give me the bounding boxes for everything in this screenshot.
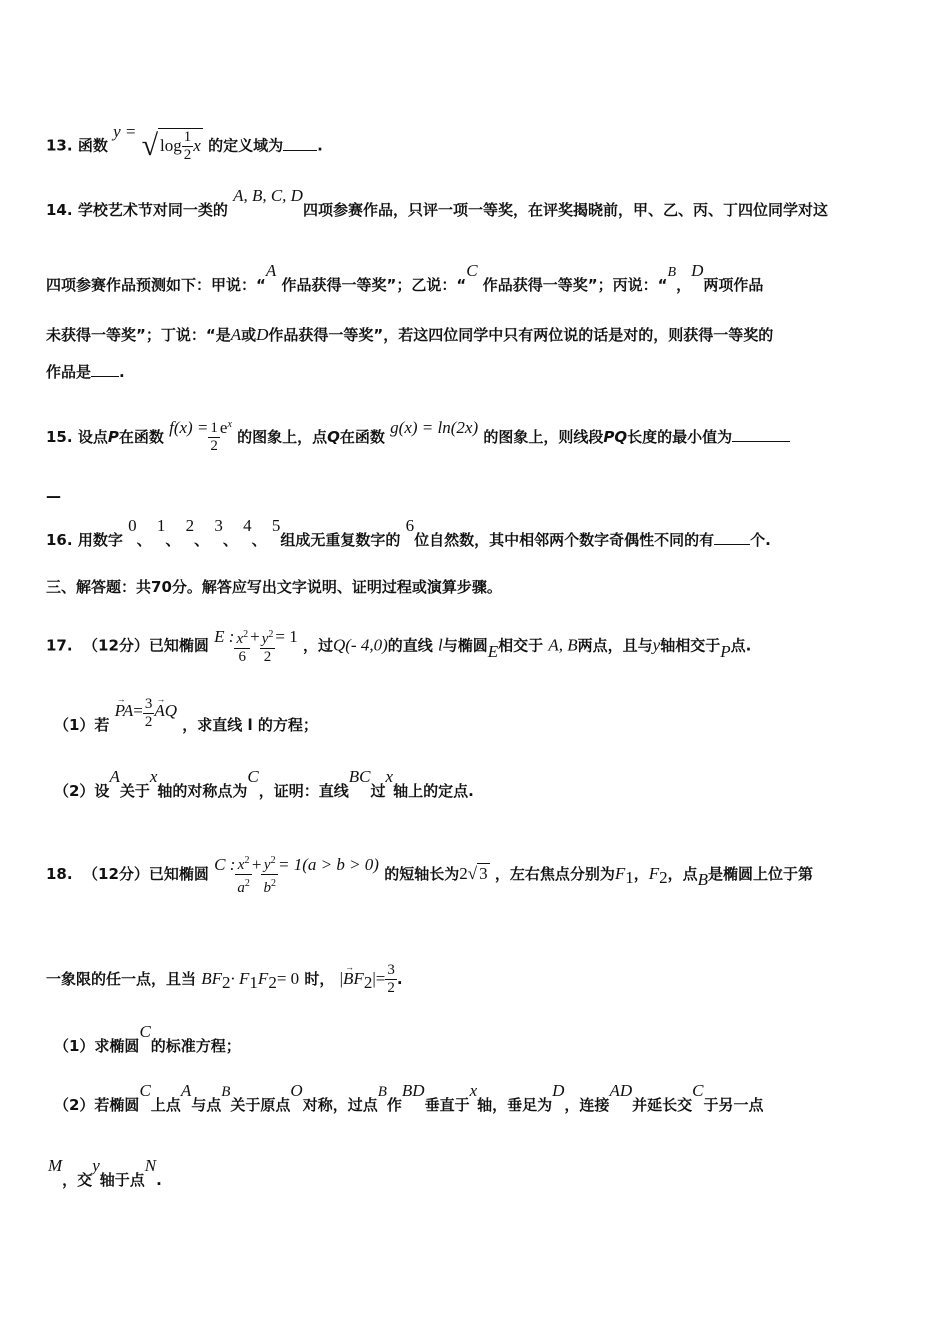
q18-part1: （1）求椭圆C的标准方程； [54, 1022, 241, 1055]
q18-part2-line2: M，交y轴于点N. [48, 1156, 162, 1189]
q18-line2: 一象限的任一点，且当 $BF_2\cdot F_1F_2= 0$ 时， |→ $BF_2|=$ $\frac{3}{2}$ . [46, 962, 403, 997]
q17-line1: 17. （12分）已知椭圆 E : $\frac{x^2}{6}$ + $\frac{y^2}{2}$ = 1 ，过Q(- 4,0)的直线 l与椭圆E相交于 A, B两点，且与y轴相交于P点. [46, 626, 752, 665]
q14-line2: 四项参赛作品预测如下：甲说：“A 作品获得一等奖”；乙说：“C 作品获得一等奖”；丙说：“B，D两项作品 [46, 261, 764, 294]
q15-line1: 15. 设点P在函数 f(x) = $\frac{1}{2}$ $e^x$ 的图象上，点Q在函数 g(x) = ln(2x) 的图象上，则线段PQ长度的最小值为 [46, 420, 790, 455]
q18-line1: 18. （12分）已知椭圆 C : $\frac{x^2}{a^2}$ + $\frac{y^2}{b^2}$ = 1(a > b > 0) 的短轴长为2√ 3 ，左右焦点分别为$F_1$，$F_2$，点B是椭圆上位于第 [46, 852, 813, 897]
q14-line1: 14. 学校艺术节对同一类的 A, B, C, D四项参赛作品，只评一项一等奖，在评奖揭晓前，甲、乙、丙、丁四位同学对这 [46, 186, 828, 219]
q15-line2: — [46, 487, 61, 505]
q17-part2: （2）设A关于x轴的对称点为C，证明：直线BC过x轴上的定点. [54, 767, 474, 800]
q17-part1: （1）若 → PA= $\frac{3}{2}$ → AQ ，求直线 l 的方程； [54, 708, 318, 743]
section-3-heading: 三、解答题：共70分。解答应写出文字说明、证明过程或演算步骤。 [46, 578, 502, 596]
q18-part2-line1: （2）若椭圆C上点A与点B关于原点O对称，过点B作BD垂直于x轴，垂足为D，连接AD并延长交C于另一点 [54, 1081, 764, 1114]
q16-line: 16. 用数字 0、 1、 2、 3、 4、 5组成无重复数字的 6位自然数，其中相邻两个数字奇偶性不同的有 个. [46, 516, 771, 549]
q14-line4: 作品是 . [46, 363, 125, 381]
q13-line: 13. 函数 y = √ log $\frac{1}{2}$ x 的定义域为 . [46, 121, 323, 163]
q14-line3: 未获得一等奖”；丁说：“是A或D作品获得一等奖”，若这四位同学中只有两位说的话是对的，则获得一等奖的 [46, 325, 774, 344]
